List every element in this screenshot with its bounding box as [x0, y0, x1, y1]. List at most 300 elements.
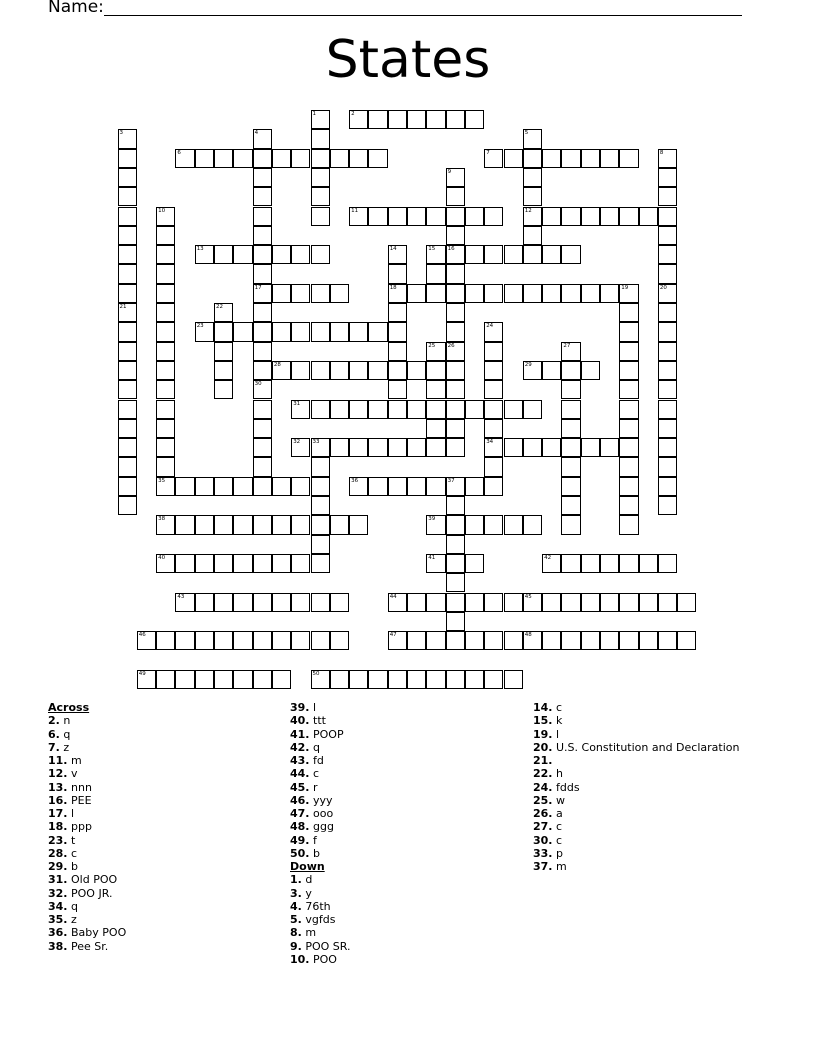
grid-cell[interactable]	[118, 457, 137, 476]
grid-cell[interactable]	[523, 168, 542, 187]
grid-cell[interactable]	[195, 554, 214, 573]
grid-cell[interactable]	[446, 612, 465, 631]
grid-cell[interactable]	[330, 515, 349, 534]
grid-cell[interactable]	[465, 284, 484, 303]
grid-cell[interactable]	[484, 322, 503, 341]
grid-cell[interactable]	[253, 419, 272, 438]
grid-cell[interactable]	[581, 438, 600, 457]
grid-cell[interactable]	[619, 593, 638, 612]
grid-cell[interactable]	[349, 207, 368, 226]
grid-cell[interactable]	[484, 670, 503, 689]
grid-cell[interactable]	[484, 245, 503, 264]
grid-cell[interactable]	[349, 361, 368, 380]
grid-cell[interactable]	[561, 400, 580, 419]
grid-cell[interactable]	[619, 400, 638, 419]
grid-cell[interactable]	[253, 670, 272, 689]
grid-cell[interactable]	[388, 670, 407, 689]
grid-cell[interactable]	[156, 419, 175, 438]
grid-cell[interactable]	[426, 515, 445, 534]
grid-cell[interactable]	[484, 515, 503, 534]
grid-cell[interactable]	[291, 593, 310, 612]
grid-cell[interactable]	[349, 477, 368, 496]
grid-cell[interactable]	[118, 207, 137, 226]
grid-cell[interactable]	[253, 207, 272, 226]
grid-cell[interactable]	[446, 670, 465, 689]
grid-cell[interactable]	[658, 477, 677, 496]
grid-cell[interactable]	[118, 419, 137, 438]
grid-cell[interactable]	[639, 631, 658, 650]
grid-cell[interactable]	[446, 554, 465, 573]
grid-cell[interactable]	[407, 110, 426, 129]
grid-cell[interactable]	[272, 322, 291, 341]
grid-cell[interactable]	[388, 207, 407, 226]
grid-cell[interactable]	[484, 149, 503, 168]
grid-cell[interactable]	[407, 361, 426, 380]
grid-cell[interactable]	[253, 245, 272, 264]
grid-cell[interactable]	[233, 245, 252, 264]
grid-cell[interactable]	[581, 284, 600, 303]
grid-cell[interactable]	[446, 535, 465, 554]
grid-cell[interactable]	[253, 515, 272, 534]
grid-cell[interactable]	[214, 477, 233, 496]
grid-cell[interactable]	[291, 554, 310, 573]
grid-cell[interactable]	[330, 284, 349, 303]
grid-cell[interactable]	[195, 593, 214, 612]
grid-cell[interactable]	[523, 631, 542, 650]
grid-cell[interactable]	[195, 670, 214, 689]
grid-cell[interactable]	[253, 400, 272, 419]
grid-cell[interactable]	[465, 477, 484, 496]
grid-cell[interactable]	[311, 554, 330, 573]
grid-cell[interactable]	[253, 303, 272, 322]
grid-cell[interactable]	[426, 419, 445, 438]
grid-cell[interactable]	[504, 245, 523, 264]
grid-cell[interactable]	[639, 207, 658, 226]
grid-cell[interactable]	[465, 400, 484, 419]
grid-cell[interactable]	[368, 149, 387, 168]
grid-cell[interactable]	[253, 457, 272, 476]
grid-cell[interactable]	[156, 380, 175, 399]
grid-cell[interactable]	[658, 168, 677, 187]
grid-cell[interactable]	[388, 631, 407, 650]
grid-cell[interactable]	[388, 284, 407, 303]
grid-cell[interactable]	[214, 380, 233, 399]
grid-cell[interactable]	[619, 554, 638, 573]
grid-cell[interactable]	[561, 496, 580, 515]
grid-cell[interactable]	[291, 149, 310, 168]
grid-cell[interactable]	[175, 515, 194, 534]
grid-cell[interactable]	[118, 322, 137, 341]
grid-cell[interactable]	[426, 342, 445, 361]
grid-cell[interactable]	[600, 554, 619, 573]
grid-cell[interactable]	[484, 342, 503, 361]
grid-cell[interactable]	[561, 457, 580, 476]
grid-cell[interactable]	[118, 149, 137, 168]
grid-cell[interactable]	[446, 631, 465, 650]
grid-cell[interactable]	[195, 245, 214, 264]
grid-cell[interactable]	[523, 400, 542, 419]
grid-cell[interactable]	[504, 400, 523, 419]
grid-cell[interactable]	[619, 419, 638, 438]
grid-cell[interactable]	[214, 322, 233, 341]
grid-cell[interactable]	[118, 245, 137, 264]
grid-cell[interactable]	[658, 438, 677, 457]
grid-cell[interactable]	[175, 670, 194, 689]
grid-cell[interactable]	[407, 670, 426, 689]
grid-cell[interactable]	[484, 477, 503, 496]
grid-cell[interactable]	[291, 361, 310, 380]
grid-cell[interactable]	[465, 631, 484, 650]
grid-cell[interactable]	[253, 264, 272, 283]
grid-cell[interactable]	[253, 342, 272, 361]
grid-cell[interactable]	[388, 342, 407, 361]
grid-cell[interactable]	[214, 303, 233, 322]
grid-cell[interactable]	[523, 593, 542, 612]
grid-cell[interactable]	[291, 245, 310, 264]
grid-cell[interactable]	[156, 457, 175, 476]
grid-cell[interactable]	[446, 168, 465, 187]
grid-cell[interactable]	[349, 110, 368, 129]
grid-cell[interactable]	[484, 207, 503, 226]
grid-cell[interactable]	[658, 264, 677, 283]
grid-cell[interactable]	[253, 284, 272, 303]
grid-cell[interactable]	[349, 322, 368, 341]
grid-cell[interactable]	[291, 400, 310, 419]
grid-cell[interactable]	[214, 149, 233, 168]
grid-cell[interactable]	[426, 380, 445, 399]
grid-cell[interactable]	[465, 515, 484, 534]
grid-cell[interactable]	[156, 303, 175, 322]
grid-cell[interactable]	[600, 149, 619, 168]
grid-cell[interactable]	[619, 361, 638, 380]
grid-cell[interactable]	[291, 322, 310, 341]
grid-cell[interactable]	[349, 438, 368, 457]
grid-cell[interactable]	[330, 631, 349, 650]
grid-cell[interactable]	[619, 496, 638, 515]
grid-cell[interactable]	[233, 322, 252, 341]
grid-cell[interactable]	[619, 342, 638, 361]
grid-cell[interactable]	[156, 515, 175, 534]
grid-cell[interactable]	[118, 477, 137, 496]
grid-cell[interactable]	[137, 670, 156, 689]
grid-cell[interactable]	[156, 264, 175, 283]
grid-cell[interactable]	[137, 631, 156, 650]
grid-cell[interactable]	[504, 631, 523, 650]
grid-cell[interactable]	[214, 361, 233, 380]
grid-cell[interactable]	[561, 419, 580, 438]
grid-cell[interactable]	[504, 593, 523, 612]
grid-cell[interactable]	[600, 438, 619, 457]
grid-cell[interactable]	[349, 149, 368, 168]
grid-cell[interactable]	[484, 284, 503, 303]
grid-cell[interactable]	[253, 187, 272, 206]
grid-cell[interactable]	[118, 438, 137, 457]
grid-cell[interactable]	[311, 322, 330, 341]
grid-cell[interactable]	[426, 477, 445, 496]
grid-cell[interactable]	[388, 593, 407, 612]
grid-cell[interactable]	[484, 400, 503, 419]
grid-cell[interactable]	[156, 477, 175, 496]
grid-cell[interactable]	[542, 245, 561, 264]
grid-cell[interactable]	[426, 264, 445, 283]
grid-cell[interactable]	[504, 284, 523, 303]
grid-cell[interactable]	[446, 477, 465, 496]
grid-cell[interactable]	[504, 438, 523, 457]
grid-cell[interactable]	[388, 477, 407, 496]
grid-cell[interactable]	[368, 110, 387, 129]
grid-cell[interactable]	[542, 207, 561, 226]
grid-cell[interactable]	[233, 670, 252, 689]
grid-cell[interactable]	[561, 380, 580, 399]
grid-cell[interactable]	[658, 400, 677, 419]
grid-cell[interactable]	[600, 207, 619, 226]
grid-cell[interactable]	[388, 322, 407, 341]
grid-cell[interactable]	[426, 207, 445, 226]
grid-cell[interactable]	[311, 496, 330, 515]
grid-cell[interactable]	[388, 110, 407, 129]
grid-cell[interactable]	[446, 361, 465, 380]
grid-cell[interactable]	[195, 322, 214, 341]
grid-cell[interactable]	[175, 149, 194, 168]
grid-cell[interactable]	[253, 149, 272, 168]
grid-cell[interactable]	[523, 438, 542, 457]
grid-cell[interactable]	[426, 554, 445, 573]
grid-cell[interactable]	[311, 168, 330, 187]
grid-cell[interactable]	[214, 631, 233, 650]
grid-cell[interactable]	[253, 593, 272, 612]
grid-cell[interactable]	[426, 631, 445, 650]
grid-cell[interactable]	[330, 400, 349, 419]
grid-cell[interactable]	[619, 457, 638, 476]
grid-cell[interactable]	[388, 264, 407, 283]
grid-cell[interactable]	[581, 361, 600, 380]
grid-cell[interactable]	[311, 457, 330, 476]
grid-cell[interactable]	[118, 400, 137, 419]
grid-cell[interactable]	[465, 207, 484, 226]
grid-cell[interactable]	[272, 149, 291, 168]
grid-cell[interactable]	[214, 670, 233, 689]
grid-cell[interactable]	[619, 284, 638, 303]
grid-cell[interactable]	[658, 245, 677, 264]
grid-cell[interactable]	[388, 438, 407, 457]
grid-cell[interactable]	[523, 187, 542, 206]
grid-cell[interactable]	[581, 593, 600, 612]
grid-cell[interactable]	[658, 631, 677, 650]
grid-cell[interactable]	[581, 554, 600, 573]
grid-cell[interactable]	[426, 438, 445, 457]
grid-cell[interactable]	[272, 361, 291, 380]
grid-cell[interactable]	[311, 207, 330, 226]
grid-cell[interactable]	[407, 438, 426, 457]
grid-cell[interactable]	[311, 149, 330, 168]
grid-cell[interactable]	[118, 342, 137, 361]
grid-cell[interactable]	[253, 361, 272, 380]
grid-cell[interactable]	[233, 149, 252, 168]
grid-cell[interactable]	[658, 226, 677, 245]
grid-cell[interactable]	[214, 593, 233, 612]
grid-cell[interactable]	[619, 380, 638, 399]
grid-cell[interactable]	[542, 631, 561, 650]
grid-cell[interactable]	[330, 438, 349, 457]
grid-cell[interactable]	[118, 129, 137, 148]
grid-cell[interactable]	[311, 284, 330, 303]
grid-cell[interactable]	[446, 303, 465, 322]
grid-cell[interactable]	[156, 670, 175, 689]
grid-cell[interactable]	[426, 670, 445, 689]
grid-cell[interactable]	[118, 361, 137, 380]
grid-cell[interactable]	[253, 129, 272, 148]
grid-cell[interactable]	[156, 245, 175, 264]
grid-cell[interactable]	[368, 477, 387, 496]
grid-cell[interactable]	[542, 361, 561, 380]
grid-cell[interactable]	[446, 264, 465, 283]
grid-cell[interactable]	[619, 149, 638, 168]
grid-cell[interactable]	[330, 593, 349, 612]
grid-cell[interactable]	[291, 477, 310, 496]
grid-cell[interactable]	[330, 149, 349, 168]
grid-cell[interactable]	[330, 322, 349, 341]
grid-cell[interactable]	[407, 593, 426, 612]
grid-cell[interactable]	[446, 284, 465, 303]
grid-cell[interactable]	[388, 361, 407, 380]
grid-cell[interactable]	[658, 419, 677, 438]
grid-cell[interactable]	[118, 187, 137, 206]
grid-cell[interactable]	[311, 438, 330, 457]
grid-cell[interactable]	[426, 400, 445, 419]
grid-cell[interactable]	[175, 477, 194, 496]
grid-cell[interactable]	[542, 149, 561, 168]
grid-cell[interactable]	[253, 554, 272, 573]
grid-cell[interactable]	[156, 226, 175, 245]
grid-cell[interactable]	[658, 496, 677, 515]
grid-cell[interactable]	[407, 477, 426, 496]
grid-cell[interactable]	[484, 438, 503, 457]
grid-cell[interactable]	[233, 554, 252, 573]
grid-cell[interactable]	[561, 477, 580, 496]
grid-cell[interactable]	[446, 187, 465, 206]
grid-cell[interactable]	[426, 110, 445, 129]
grid-cell[interactable]	[388, 400, 407, 419]
grid-cell[interactable]	[446, 110, 465, 129]
grid-cell[interactable]	[658, 303, 677, 322]
grid-cell[interactable]	[253, 168, 272, 187]
grid-cell[interactable]	[195, 515, 214, 534]
grid-cell[interactable]	[118, 168, 137, 187]
grid-cell[interactable]	[368, 361, 387, 380]
grid-cell[interactable]	[426, 245, 445, 264]
grid-cell[interactable]	[368, 438, 387, 457]
grid-cell[interactable]	[446, 226, 465, 245]
grid-cell[interactable]	[272, 477, 291, 496]
grid-cell[interactable]	[291, 515, 310, 534]
grid-cell[interactable]	[561, 361, 580, 380]
grid-cell[interactable]	[484, 457, 503, 476]
grid-cell[interactable]	[561, 149, 580, 168]
grid-cell[interactable]	[175, 593, 194, 612]
grid-cell[interactable]	[253, 380, 272, 399]
grid-cell[interactable]	[349, 400, 368, 419]
grid-cell[interactable]	[484, 380, 503, 399]
grid-cell[interactable]	[118, 264, 137, 283]
grid-cell[interactable]	[272, 284, 291, 303]
grid-cell[interactable]	[253, 226, 272, 245]
grid-cell[interactable]	[233, 593, 252, 612]
grid-cell[interactable]	[426, 361, 445, 380]
grid-cell[interactable]	[484, 419, 503, 438]
grid-cell[interactable]	[426, 284, 445, 303]
grid-cell[interactable]	[233, 515, 252, 534]
grid-cell[interactable]	[272, 245, 291, 264]
grid-cell[interactable]	[118, 226, 137, 245]
grid-cell[interactable]	[311, 515, 330, 534]
grid-cell[interactable]	[195, 149, 214, 168]
grid-cell[interactable]	[504, 149, 523, 168]
grid-cell[interactable]	[156, 284, 175, 303]
grid-cell[interactable]	[484, 593, 503, 612]
grid-cell[interactable]	[311, 129, 330, 148]
grid-cell[interactable]	[658, 149, 677, 168]
grid-cell[interactable]	[330, 670, 349, 689]
grid-cell[interactable]	[561, 245, 580, 264]
grid-cell[interactable]	[465, 593, 484, 612]
grid-cell[interactable]	[311, 400, 330, 419]
grid-cell[interactable]	[368, 207, 387, 226]
grid-cell[interactable]	[272, 554, 291, 573]
grid-cell[interactable]	[330, 361, 349, 380]
grid-cell[interactable]	[214, 245, 233, 264]
grid-cell[interactable]	[465, 670, 484, 689]
grid-cell[interactable]	[388, 245, 407, 264]
grid-cell[interactable]	[658, 322, 677, 341]
grid-cell[interactable]	[156, 361, 175, 380]
grid-cell[interactable]	[484, 361, 503, 380]
grid-cell[interactable]	[156, 322, 175, 341]
grid-cell[interactable]	[619, 438, 638, 457]
grid-cell[interactable]	[272, 631, 291, 650]
grid-cell[interactable]	[156, 400, 175, 419]
grid-cell[interactable]	[407, 631, 426, 650]
grid-cell[interactable]	[368, 400, 387, 419]
grid-cell[interactable]	[658, 361, 677, 380]
grid-cell[interactable]	[658, 457, 677, 476]
grid-cell[interactable]	[561, 207, 580, 226]
grid-cell[interactable]	[118, 303, 137, 322]
grid-cell[interactable]	[291, 284, 310, 303]
grid-cell[interactable]	[465, 110, 484, 129]
grid-cell[interactable]	[600, 284, 619, 303]
grid-cell[interactable]	[407, 207, 426, 226]
grid-cell[interactable]	[233, 477, 252, 496]
grid-cell[interactable]	[639, 554, 658, 573]
grid-cell[interactable]	[542, 593, 561, 612]
grid-cell[interactable]	[561, 284, 580, 303]
grid-cell[interactable]	[156, 554, 175, 573]
grid-cell[interactable]	[311, 535, 330, 554]
grid-cell[interactable]	[195, 477, 214, 496]
grid-cell[interactable]	[118, 284, 137, 303]
grid-cell[interactable]	[561, 554, 580, 573]
grid-cell[interactable]	[561, 342, 580, 361]
grid-cell[interactable]	[368, 322, 387, 341]
grid-cell[interactable]	[600, 593, 619, 612]
grid-cell[interactable]	[446, 207, 465, 226]
grid-cell[interactable]	[446, 515, 465, 534]
grid-cell[interactable]	[253, 322, 272, 341]
grid-cell[interactable]	[272, 670, 291, 689]
grid-cell[interactable]	[311, 361, 330, 380]
grid-cell[interactable]	[407, 400, 426, 419]
grid-cell[interactable]	[446, 400, 465, 419]
